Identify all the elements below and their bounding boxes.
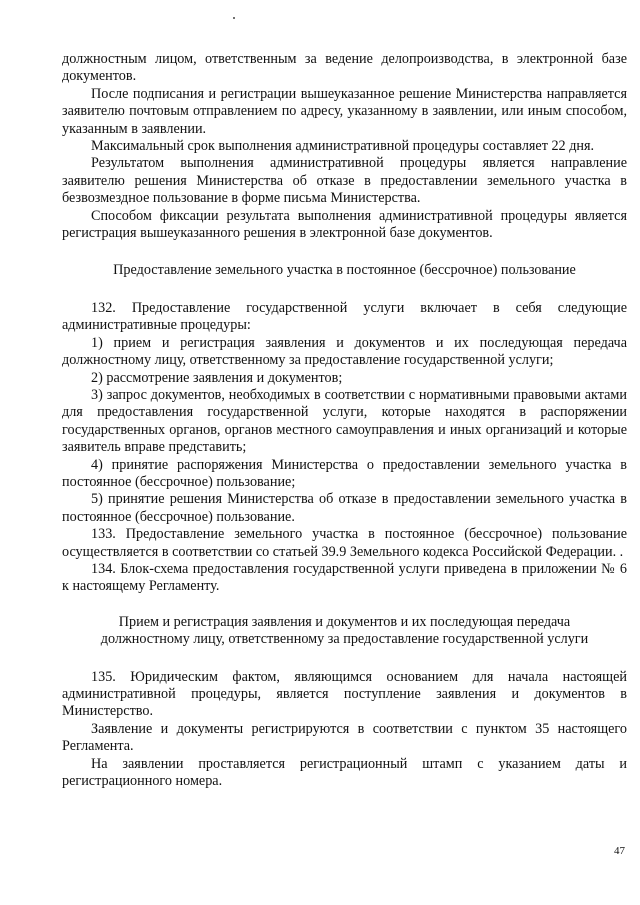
paragraph-135: 135. Юридическим фактом, являющимся основанием для начала настоящей административной процедуры, является поступление заявления и документов в Министерство.	[62, 668, 627, 720]
paragraph-max-term: Максимальный срок выполнения административной процедуры составляет 22 дня.	[91, 138, 595, 155]
document-page	[62, 51, 627, 790]
paragraph-133: 133. Предоставление земельного участка в постоянное (бессрочное) пользование осуществляется в соответствии со статьей 39.9 Земельного кодекса Российской Федерации. .	[62, 526, 627, 560]
paragraph-134: 134. Блок-схема предоставления государственной услуги приведена в приложении № 6 к настоящему Регламенту.	[62, 560, 627, 595]
paragraph-continuation: должностным лицом, ответственным за ведение делопроизводства, в электронной базе документов.	[62, 51, 627, 85]
section-heading-permanent-use: Предоставление земельного участка в постоянное (бессрочное) пользование	[113, 262, 576, 279]
scan-speck	[233, 17, 235, 19]
list-item-3: 3) запрос документов, необходимых в соответствии с нормативными правовыми актами для предоставления государственной услуги, которые находятся в распоряжении государственных органов, органов местного самоуправления и иных организаций и которые заявитель вправе представить;	[62, 386, 627, 456]
paragraph-registration: Заявление и документы регистрируются в соответствии с пунктом 35 настоящего Регламента.	[62, 720, 627, 755]
paragraph-stamp: На заявлении проставляется регистрационный штамп с указанием даты и регистрационного номера.	[62, 755, 627, 790]
paragraph-132: 132. Предоставление государственной услуги включает в себя следующие административные процедуры:	[62, 299, 627, 334]
list-item-4: 4) принятие распоряжения Министерства о предоставлении земельного участка в постоянное (бессрочное) пользование;	[62, 456, 627, 490]
list-item-1: 1) прием и регистрация заявления и документов и их последующая передача должностному лицу, ответственному за предоставление государственной услуги;	[62, 334, 627, 369]
list-item-2: 2) рассмотрение заявления и документов;	[91, 369, 343, 386]
paragraph-result: Результатом выполнения административной процедуры является направление заявителю решения Министерства об отказе в предоставлении земельного участка в безвозмездное пользование в форме письма Министерства.	[62, 155, 627, 207]
section-heading-reception-line2: должностному лицу, ответственному за предоставление государственной услуги	[100, 631, 589, 648]
page-number: 47	[614, 845, 625, 857]
list-item-5: 5) принятие решения Министерства об отказе в предоставлении земельного участка в постоянное (бессрочное) пользование.	[62, 491, 627, 525]
section-heading-reception-line1: Прием и регистрация заявления и документов и их последующая передача	[118, 613, 571, 630]
paragraph-fixation: Способом фиксации результата выполнения административной процедуры является регистрация вышеуказанного решения в электронной базе документов.	[62, 207, 627, 242]
paragraph-sending: После подписания и регистрации вышеуказанное решение Министерства направляется заявителю почтовым отправлением по адресу, указанному в заявлении, или иным способом, указанным в заявлении.	[62, 85, 627, 137]
